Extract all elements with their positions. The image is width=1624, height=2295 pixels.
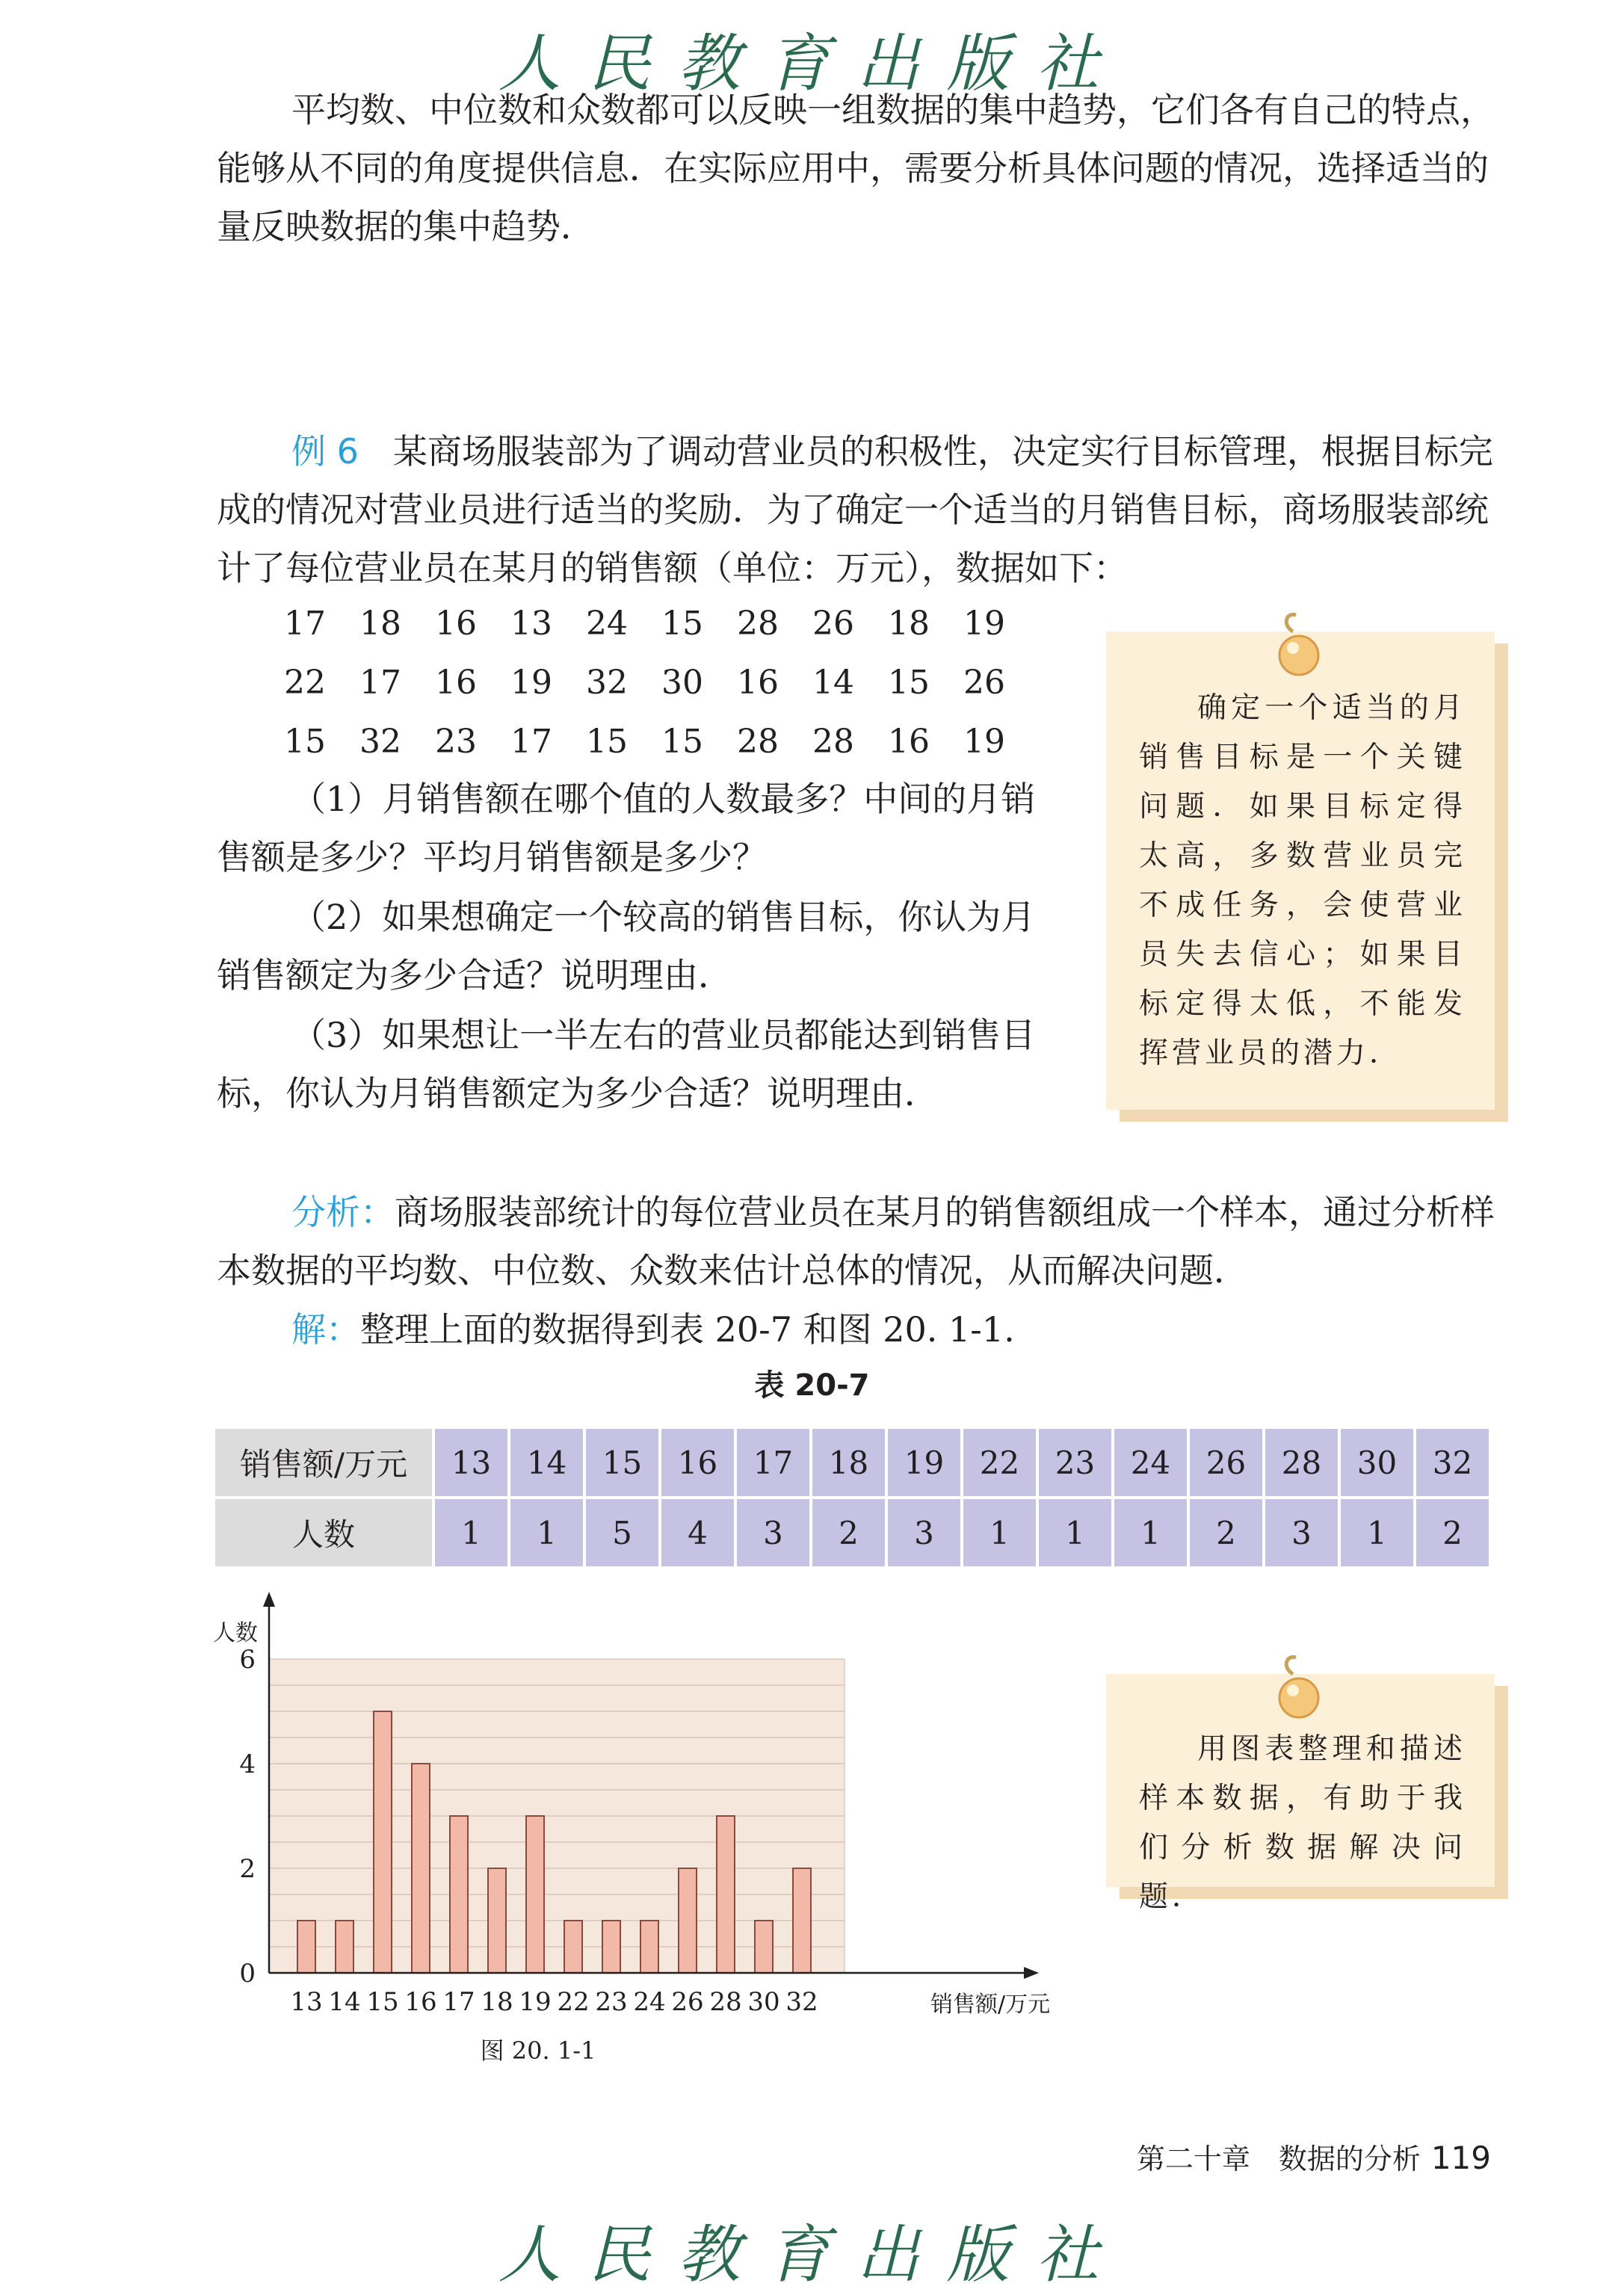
page-number: 119 [1430,2140,1491,2176]
x-tick-label: 13 [290,1987,323,2017]
data-row: 15 32 23 17 15 15 28 28 16 19 [284,723,1005,761]
bar [374,1711,392,1973]
x-tick-label: 23 [595,1987,628,2017]
publisher-logo-top: 人民教育出版社 [498,27,1126,100]
y-tick-label: 2 [239,1854,256,1884]
x-tick-label: 32 [785,1987,818,2017]
bar [412,1764,430,1973]
analysis-label: 分析： [291,1192,395,1232]
bar [336,1921,353,1973]
x-axis-arrow [1024,1967,1039,1979]
bar [679,1868,697,1973]
sales-table [215,1429,1492,1569]
x-axis-label: 销售额/万元 [930,1992,1051,2018]
question-2: （2）如果想确定一个较高的销售目标，你认为月销售额定为多少合适？说明理由． [217,897,1036,995]
x-tick-label: 19 [519,1987,552,2017]
example-text: 某商场服装部为了调动营业员的积极性，决定实行目标管理，根据目标完成的情况对营业员进行适当的奖励．为了确定一个适当的月销售目标，商场服装部统计了每位营业员在某月的销售额（单位：万元），数据如下： [217,431,1493,588]
chapter-title: 第二十章 数据的分析 [1136,2143,1421,2175]
x-tick-label: 18 [481,1987,513,2017]
table-header-sales: 销售额/万元 [215,1429,433,1498]
margin-note-2 [1106,1674,1495,1914]
bar [450,1816,468,1973]
margin-note-2-text: 用图表整理和描述样本数据，有助于我们分析数据解决问题． [1139,1732,1466,1914]
solution-paragraph [217,1300,1517,1359]
x-tick-label: 16 [404,1987,437,2017]
pin-icon [1263,609,1330,691]
pin-icon [1263,1652,1330,1734]
analysis-paragraph [217,1183,1517,1300]
bar [793,1868,811,1973]
bar [717,1816,735,1973]
table-header-count: 人数 [215,1498,433,1568]
bar [297,1921,315,1973]
y-tick-label: 4 [239,1749,256,1779]
example-label: 例 6 [291,431,359,472]
page-footer [1137,2136,1491,2177]
solution-label: 解： [291,1309,360,1350]
publisher-logo-bottom: 人民教育出版社 [498,2218,1126,2291]
table-row: 人数 1 1 5 4 3 2 3 1 1 1 2 3 1 2 [215,1498,1490,1568]
margin-note-1-text: 确定一个适当的月销售目标是一个关键问题．如果目标定得太高，多数营业员完不成任务，会使营业员失去信心；如果目标定得太低，不能发挥营业员的潜力． [1139,691,1466,1070]
intro-paragraph: 平均数、中位数和众数都可以反映一组数据的集中趋势，它们各有自己的特点，能够从不同的角度提供信息．在实际应用中，需要分析具体问题的情况，选择适当的量反映数据的集中趋势． [217,90,1495,247]
table-title: 表 20-7 [754,1368,870,1403]
x-tick-label: 15 [366,1987,399,2017]
x-tick-label: 22 [557,1987,590,2017]
y-tick-label: 0 [239,1959,256,1989]
example-6 [217,422,1517,597]
y-tick-label: 6 [239,1645,256,1675]
sales-data-grid [284,594,1039,771]
bar [640,1921,658,1973]
bar [755,1921,773,1973]
y-axis-label: 人数 [213,1620,258,1646]
solution-text: 整理上面的数据得到表 20-7 和图 20. 1-1. [360,1309,1015,1350]
margin-note-1 [1106,631,1495,1110]
bar [564,1921,582,1973]
x-tick-label: 26 [671,1987,704,2017]
x-tick-label: 14 [328,1987,361,2017]
question-3: （3）如果想让一半左右的营业员都能达到销售目标，你认为月销售额定为多少合适？说明理由． [217,1015,1036,1113]
data-row: 17 18 16 13 24 15 28 26 18 19 [284,605,1005,643]
data-row: 22 17 16 19 32 30 16 14 15 26 [284,664,1005,702]
analysis-text: 商场服装部统计的每位营业员在某月的销售额组成一个样本，通过分析样本数据的平均数、中位数、众数来估计总体的情况，从而解决问题． [217,1192,1495,1291]
x-tick-label: 17 [442,1987,475,2017]
question-1: （1）月销售额在哪个值的人数最多？中间的月销售额是多少？平均月销售额是多少？ [217,779,1036,877]
figure-caption: 图 20. 1-1 [480,2036,596,2065]
sales-bar-chart [209,1584,1054,2070]
bar [488,1868,506,1973]
x-tick-label: 30 [747,1987,780,2017]
bar [602,1921,620,1973]
table-row: 销售额/万元 13 14 15 16 17 18 19 22 23 24 26 28 30 32 [215,1429,1490,1498]
y-axis-arrow [263,1592,275,1607]
x-tick-label: 24 [633,1987,666,2017]
bar [526,1816,544,1973]
x-tick-label: 28 [709,1987,742,2017]
